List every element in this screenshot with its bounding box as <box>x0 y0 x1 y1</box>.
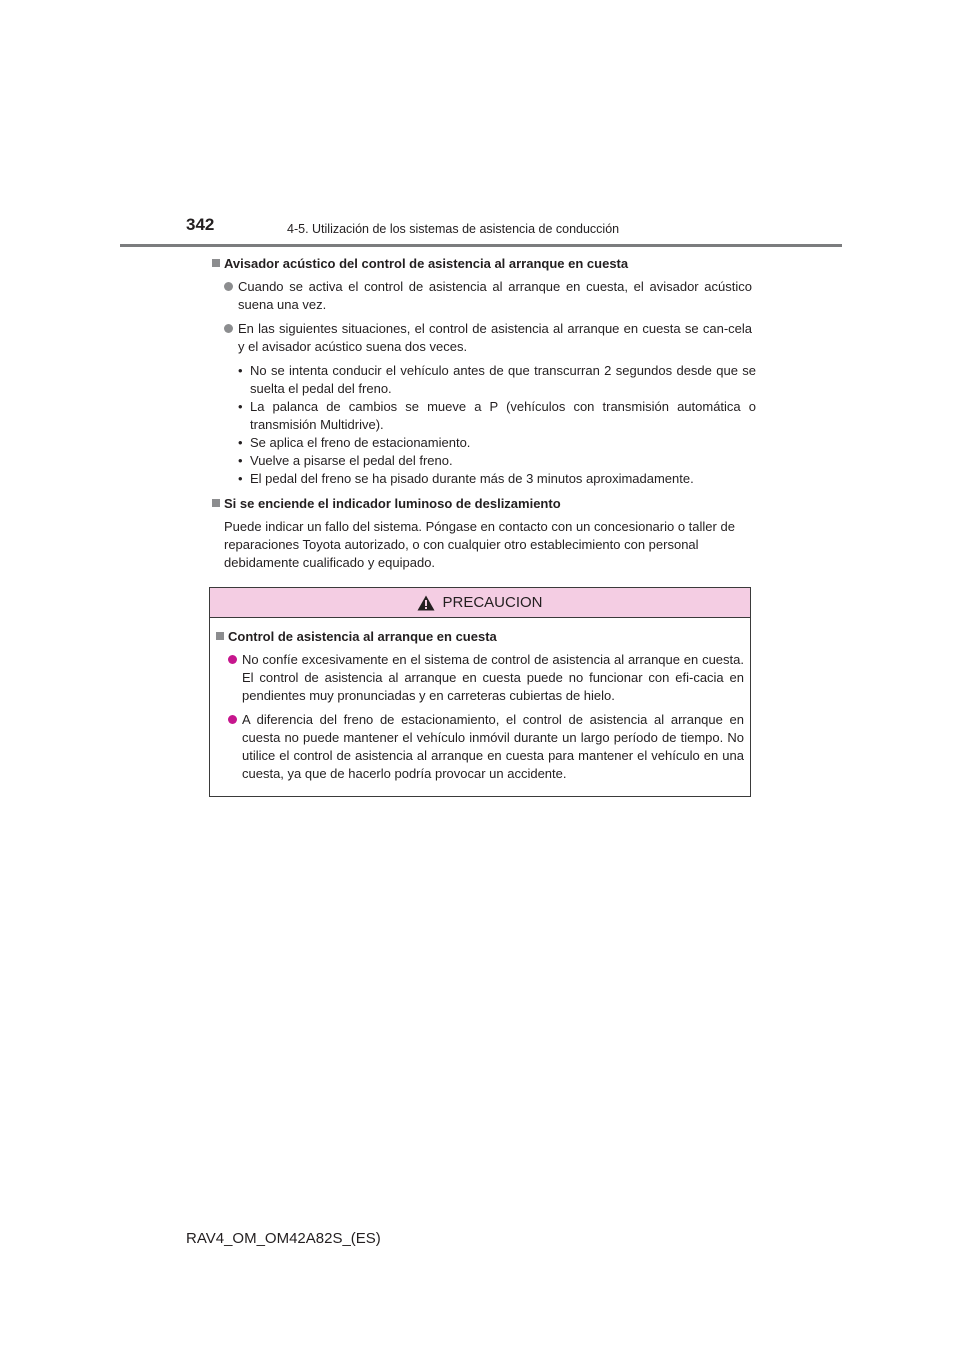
sub-list-item-text: El pedal del freno se ha pisado durante más de 3 minutos aproximadamente. <box>250 471 694 486</box>
dot-bullet-icon: • <box>238 453 243 468</box>
section-header: 4-5. Utilización de los sistemas de asistencia de conducción <box>287 222 620 236</box>
section-heading-slip-indicator <box>212 495 752 512</box>
dot-bullet-icon: • <box>238 399 243 414</box>
caution-list-item <box>216 651 744 705</box>
dot-bullet-icon: • <box>238 363 243 378</box>
sub-list-item <box>238 362 756 398</box>
caution-body <box>210 618 750 783</box>
footer-doc-code: RAV4_OM_OM42A82S_(ES) <box>186 1230 381 1247</box>
circle-bullet-icon <box>224 282 233 291</box>
section-heading-hac-alarm <box>212 255 752 272</box>
list-item-text: No confíe excesivamente en el sistema de control de asistencia al arranque en cuesta. El control de asistencia al arranque en cuesta puede no funcionar con efi-cacia en pendientes muy pronunciadas y en carreteras cubiertas de hielo. <box>242 652 744 703</box>
dot-bullet-icon: • <box>238 471 243 486</box>
list-item <box>212 278 752 314</box>
sub-list-item-text: Se aplica el freno de estacionamiento. <box>250 435 471 450</box>
warning-triangle-icon <box>417 595 435 611</box>
header-rule <box>120 244 842 247</box>
dot-bullet-icon: • <box>238 435 243 450</box>
heading-text: Si se enciende el indicador luminoso de deslizamiento <box>224 496 561 511</box>
sub-list-item <box>238 434 756 452</box>
sub-list <box>212 362 756 488</box>
page-number: 342 <box>186 215 215 234</box>
caution-box <box>209 587 751 797</box>
list-item-text: Cuando se activa el control de asistencia al arranque en cuesta, el avisador acústico suena una vez. <box>238 279 752 312</box>
slip-indicator-text: Puede indicar un fallo del sistema. Póngase en contacto con un concesionario o taller de reparaciones Toyota autorizado, o con cualquier otro establecimiento con personal debidamente cualificado y equipado. <box>224 519 735 570</box>
square-bullet-icon <box>212 259 220 267</box>
heading-text: Avisador acústico del control de asistencia al arranque en cuesta <box>224 256 629 271</box>
circle-bullet-icon <box>228 655 237 664</box>
square-bullet-icon <box>212 499 220 507</box>
list-item-text: A diferencia del freno de estacionamiento, el control de asistencia al arranque en cuesta no puede mantener el vehículo inmóvil durante un largo período de tiempo. No utilice el control de asistencia al arranque en cuesta para mantener el vehículo en una cuesta, ya que de hacerlo podría provocar un accidente. <box>242 712 744 781</box>
list-item <box>212 320 752 356</box>
sub-list-item-text: La palanca de cambios se mueve a P (vehículos con transmisión automática o transmisión Multidrive). <box>250 399 756 432</box>
sub-list-item-text: Vuelve a pisarse el pedal del freno. <box>250 453 453 468</box>
circle-bullet-icon <box>224 324 233 333</box>
heading-text: Control de asistencia al arranque en cuesta <box>228 629 497 644</box>
circle-bullet-icon <box>228 715 237 724</box>
square-bullet-icon <box>216 632 224 640</box>
caution-list-item <box>216 711 744 783</box>
sub-list-item-text: No se intenta conducir el vehículo antes de que transcurran 2 segundos desde que se suelta el pedal del freno. <box>250 363 756 396</box>
caution-heading <box>216 628 744 645</box>
list-item-text: En las siguientes situaciones, el control de asistencia al arranque en cuesta se can-cela y el avisador acústico suena dos veces. <box>238 321 752 354</box>
sub-list-item <box>238 452 756 470</box>
sub-list-item <box>238 398 756 434</box>
sub-list-item <box>238 470 756 488</box>
caution-header <box>210 588 750 618</box>
caution-title: PRECAUCION <box>442 593 543 611</box>
main-content <box>212 255 756 572</box>
